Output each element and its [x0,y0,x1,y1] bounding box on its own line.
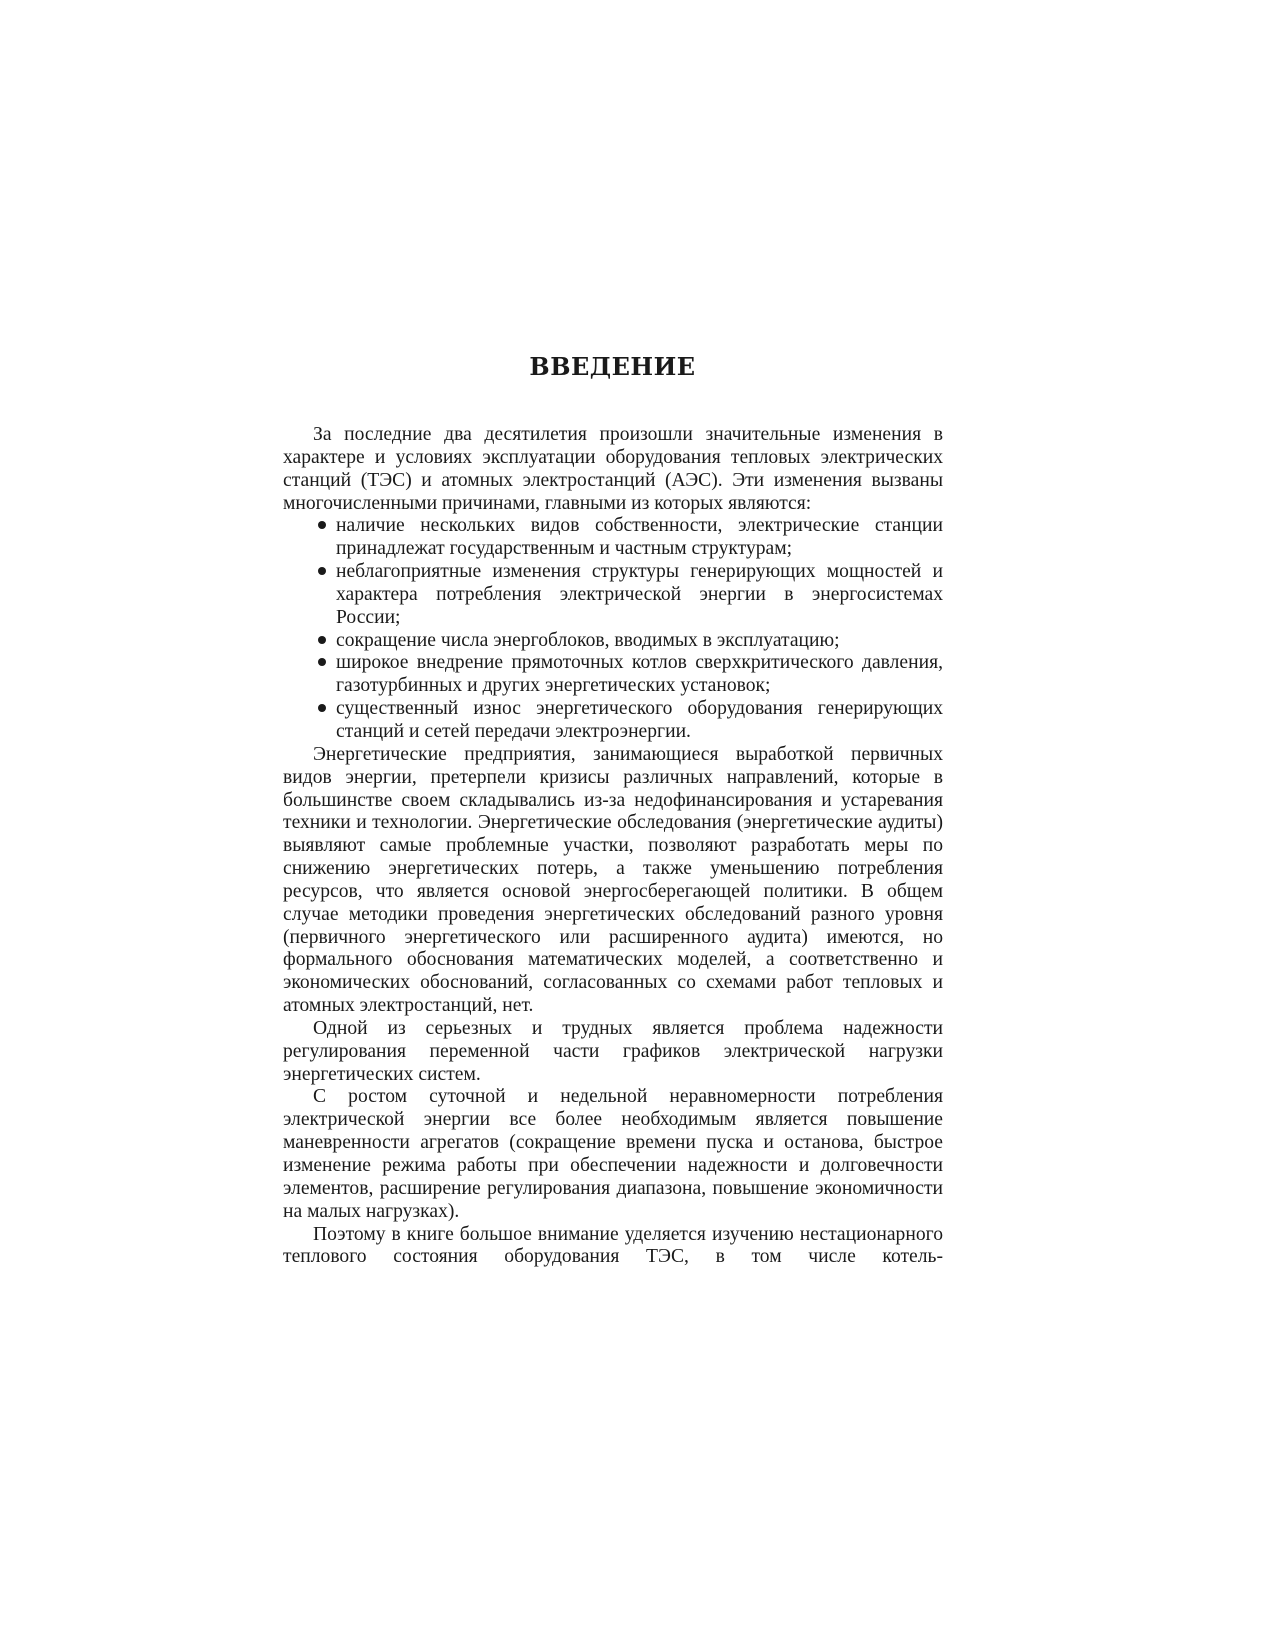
bullet-icon [315,561,329,584]
list-item-text: существенный износ энергетического оборудования генерирующих станций и сетей передачи электроэнергии. [336,698,943,742]
chapter-body [283,424,943,1269]
list-item [283,652,943,698]
body-paragraph: Энергетические предприятия, занимающиеся выработкой первичных видов энергии, претерпели кризисы различных направлений, которые в большинстве своем складывались из-за недофинансирования и устаревания техники и технологии. Энергетические обследования (энергетические аудиты) выявляют самые проблемные участки, позволяют разработать меры по снижению энергетических потерь, а также уменьшению потребления ресурсов, что является основой энергосберегающей политики. В общем случае методики проведения энергетических обследований разного уровня (первичного энергетического или расширенного аудита) имеются, но формального обоснования математических моделей, а соответственно и экономических обоснований, согласованных со схемами работ тепловых и атомных электростанций, нет. [283,743,943,1017]
chapter-title: ВВЕДЕНИЕ [529,352,696,381]
list-item [283,515,943,561]
intro-paragraph: За последние два десятилетия произошли значительные изменения в характере и условиях эксплуатации оборудования тепловых электрических станций (ТЭС) и атомных электростанций (АЭС). Эти изменения вызваны многочисленными причинами, главными из которых являются: [283,424,943,514]
list-item [283,561,943,630]
list-item-text: сокращение числа энергоблоков, вводимых в эксплуатацию; [336,629,840,651]
body-paragraph: С ростом суточной и недельной неравномерности потребления электрической энергии все более необходимым является повышение маневренности агрегатов (сокращение времени пуска и останова, быстрое изменение режима работы при обеспечении надежности и долговечности элементов, расширение регулирования диапазона, повышение экономичности на малых нагрузках). [283,1086,943,1222]
list-item [283,630,943,653]
reasons-list [283,515,943,743]
list-item-text: наличие нескольких видов собственности, электрические станции принадлежат государственным и частным структурам; [336,515,943,560]
bullet-icon [315,698,329,721]
bullet-icon [315,515,329,538]
body-paragraph: Поэтому в книге большое внимание уделяется изучению нестационарного теплового состояния оборудования ТЭС, в том числе котель- [283,1223,943,1268]
bullet-icon [315,630,329,653]
list-item-text: неблагоприятные изменения структуры генерирующих мощностей и характера потребления электрической энергии в энергосистемах России; [336,561,943,628]
body-paragraph: Одной из серьезных и трудных является проблема надежности регулирования переменной части графиков электрической нагрузки энергетических систем. [283,1017,943,1085]
bullet-icon [315,652,329,675]
list-item [283,698,943,744]
list-item-text: широкое внедрение прямоточных котлов сверхкритического давления, газотурбинных и других энергетических установок; [336,652,943,697]
